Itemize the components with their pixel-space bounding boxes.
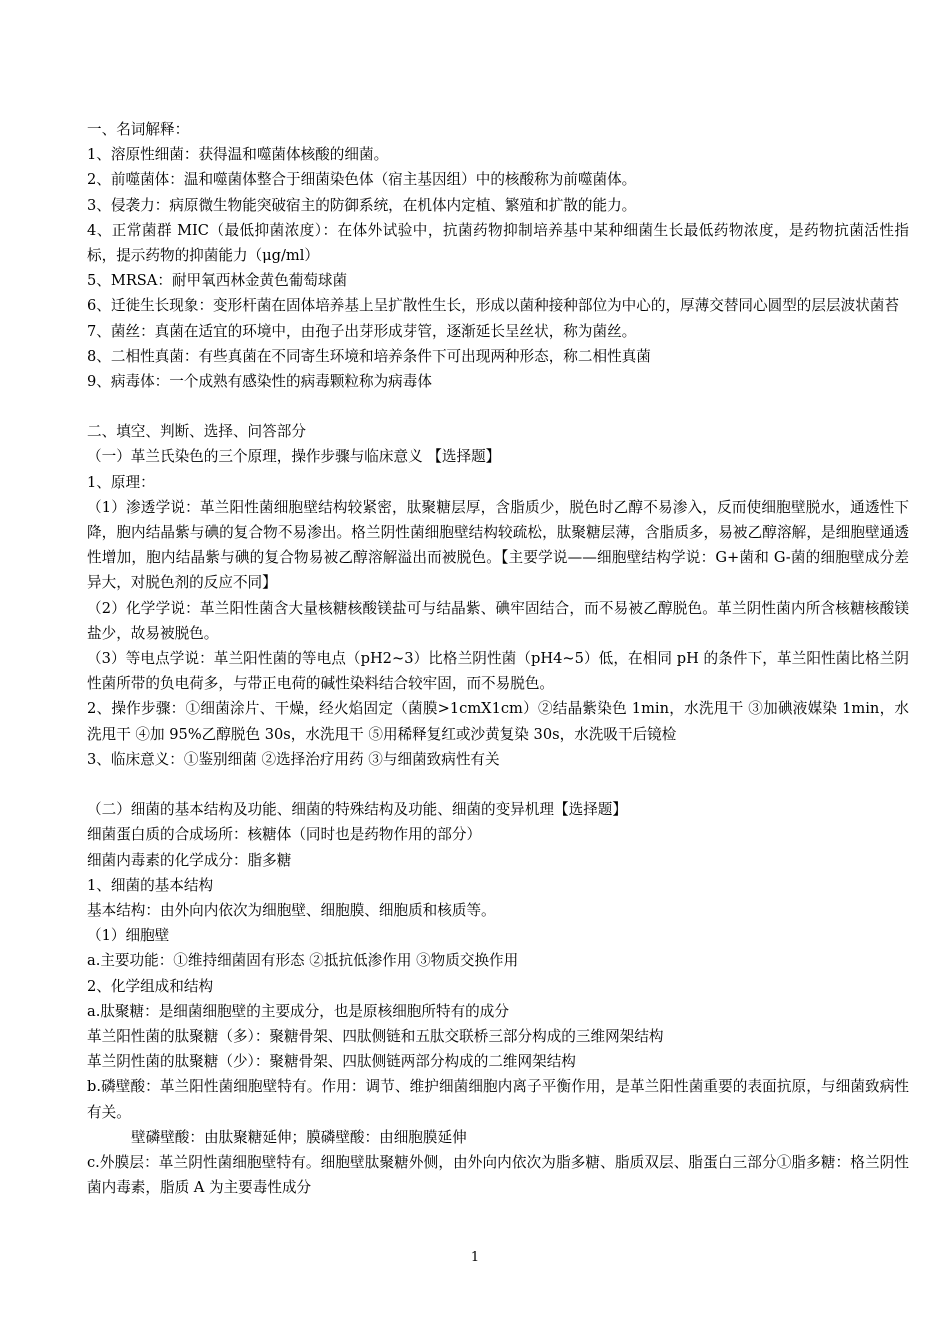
term-item: 7、菌丝：真菌在适宜的环境中，由孢子出芽形成芽管，逐渐延长呈丝状，称为菌丝。 <box>87 322 637 340</box>
cell-wall-function: a.主要功能：①维持细菌固有形态 ②抵抗低渗作用 ③物质交换作用 <box>87 952 519 970</box>
spacer <box>87 772 909 797</box>
subsection-title-gram-stain: （一）革兰氏染色的三个原理，操作步骤与临床意义 【选择题】 <box>87 448 501 466</box>
endotoxin-composition: 细菌内毒素的化学成分：脂多糖 <box>87 851 292 869</box>
spacer <box>87 394 909 419</box>
term-item: 4、正常菌群 MIC（最低抑菌浓度）：在体外试验中，抗菌药物抑制培养基中某种细菌生长最低药物浓度，是药物抗菌活性指标，提示药物的抑菌能力（μg/ml） <box>87 221 909 264</box>
basic-structure-heading: 1、细菌的基本结构 <box>87 876 214 894</box>
cell-wall-heading: （1）细胞壁 <box>87 927 170 945</box>
term-item: 3、侵袭力：病原微生物能突破宿主的防御系统，在机体内定植、繁殖和扩散的能力。 <box>87 196 637 214</box>
procedure-steps: 2、操作步骤：①细菌涂片、干燥，经火焰固定（菌膜>1cmX1cm）②结晶紫染色 1min，水洗甩干 ③加碘液媒染 1min，水洗甩干 ④加 95%乙醇脱色 30s，水洗甩干 ⑤用稀释复红或沙黄复染 30s，水洗吸干后镜检 <box>87 700 909 743</box>
gram-positive-peptidoglycan: 革兰阳性菌的肽聚糖（多）：聚糖骨架、四肽侧链和五肽交联桥三部分构成的三维网架结构 <box>87 1027 664 1045</box>
principle-heading: 1、原理： <box>87 473 155 491</box>
section-heading-questions: 二、填空、判断、选择、问答部分 <box>87 423 306 441</box>
gram-negative-peptidoglycan: 革兰阴性菌的肽聚糖（少）：聚糖骨架、四肽侧链两部分构成的二维网架结构 <box>87 1053 576 1071</box>
principle-permeability: （1）渗透学说：革兰阳性菌细胞壁结构较紧密，肽聚糖层厚，含脂质少，脱色时乙醇不易渗入，反而使细胞壁脱水，通透性下降，胞内结晶紫与碘的复合物不易渗出。格兰阴性菌细胞壁结构较疏松，肽聚糖层薄，含脂质多，易被乙醇溶解，是细胞壁通透性增加，胞内结晶紫与碘的复合物易被乙醇溶解溢出而被脱色。【主要学说——细胞壁结构学说：G+菌和 G-菌的细胞壁成分差异大，对脱色剂的反应不同】 <box>87 498 909 592</box>
principle-chemical: （2）化学学说：革兰阳性菌含大量核糖核酸镁盐可与结晶紫、碘牢固结合，而不易被乙醇脱色。革兰阴性菌内所含核糖核酸镁盐少，故易被脱色。 <box>87 599 909 642</box>
principle-isoelectric: （3）等电点学说：革兰阳性菌的等电点（pH2~3）比格兰阴性菌（pH4~5）低，在相同 pH 的条件下，革兰阳性菌比格兰阴性菌所带的负电荷多，与带正电荷的碱性染料结合较牢固，而不易脱色。 <box>87 650 909 693</box>
term-item: 6、迁徙生长现象：变形杆菌在固体培养基上呈扩散性生长，形成以菌种接种部位为中心的，厚薄交替同心圆型的层层波状菌苔 <box>87 297 899 315</box>
page-number: 1 <box>470 1250 480 1265</box>
teichoic-acid-types: 壁磷壁酸：由肽聚糖延伸；膜磷壁酸：由细胞膜延伸 <box>131 1128 467 1146</box>
teichoic-acid-desc: b.磷壁酸：革兰阳性菌细胞壁特有。作用：调节、维护细菌细胞内离子平衡作用，是革兰阳性菌重要的表面抗原，与细菌致病性有关。 <box>87 1078 909 1121</box>
term-item: 8、二相性真菌：有些真菌在不同寄生环境和培养条件下可出现两种形态，称二相性真菌 <box>87 347 651 365</box>
section-heading-terms: 一、名词解释： <box>87 121 190 138</box>
peptidoglycan-desc: a.肽聚糖：是细菌细胞壁的主要成分，也是原核细胞所特有的成分 <box>87 1002 509 1020</box>
protein-synthesis-site: 细菌蛋白质的合成场所：核糖体（同时也是药物作用的部分） <box>87 826 482 844</box>
term-item: 1、溶原性细菌：获得温和噬菌体核酸的细菌。 <box>87 146 389 164</box>
clinical-significance: 3、临床意义：①鉴别细菌 ②选择治疗用药 ③与细菌致病性有关 <box>87 750 500 768</box>
subsection-title-structure: （二）细菌的基本结构及功能、细菌的特殊结构及功能、细菌的变异机理【选择题】 <box>87 801 627 819</box>
outer-membrane-desc: c.外膜层：革兰阴性菌细胞壁特有。细胞壁肽聚糖外侧，由外向内依次为脂多糖、脂质双层、脂蛋白三部分①脂多糖：格兰阴性菌内毒素，脂质 A 为主要毒性成分 <box>87 1153 909 1197</box>
basic-structure-desc: 基本结构：由外向内依次为细胞壁、细胞膜、细胞质和核质等。 <box>87 902 496 920</box>
term-item: 5、MRSA：耐甲氧西林金黄色葡萄球菌 <box>87 272 348 290</box>
document-body <box>87 117 909 1200</box>
term-item: 2、前噬菌体：温和噬菌体整合于细菌染色体（宿主基因组）中的核酸称为前噬菌体。 <box>87 171 637 189</box>
chemical-composition-heading: 2、化学组成和结构 <box>87 977 214 995</box>
term-item: 9、病毒体：一个成熟有感染性的病毒颗粒称为病毒体 <box>87 372 432 390</box>
